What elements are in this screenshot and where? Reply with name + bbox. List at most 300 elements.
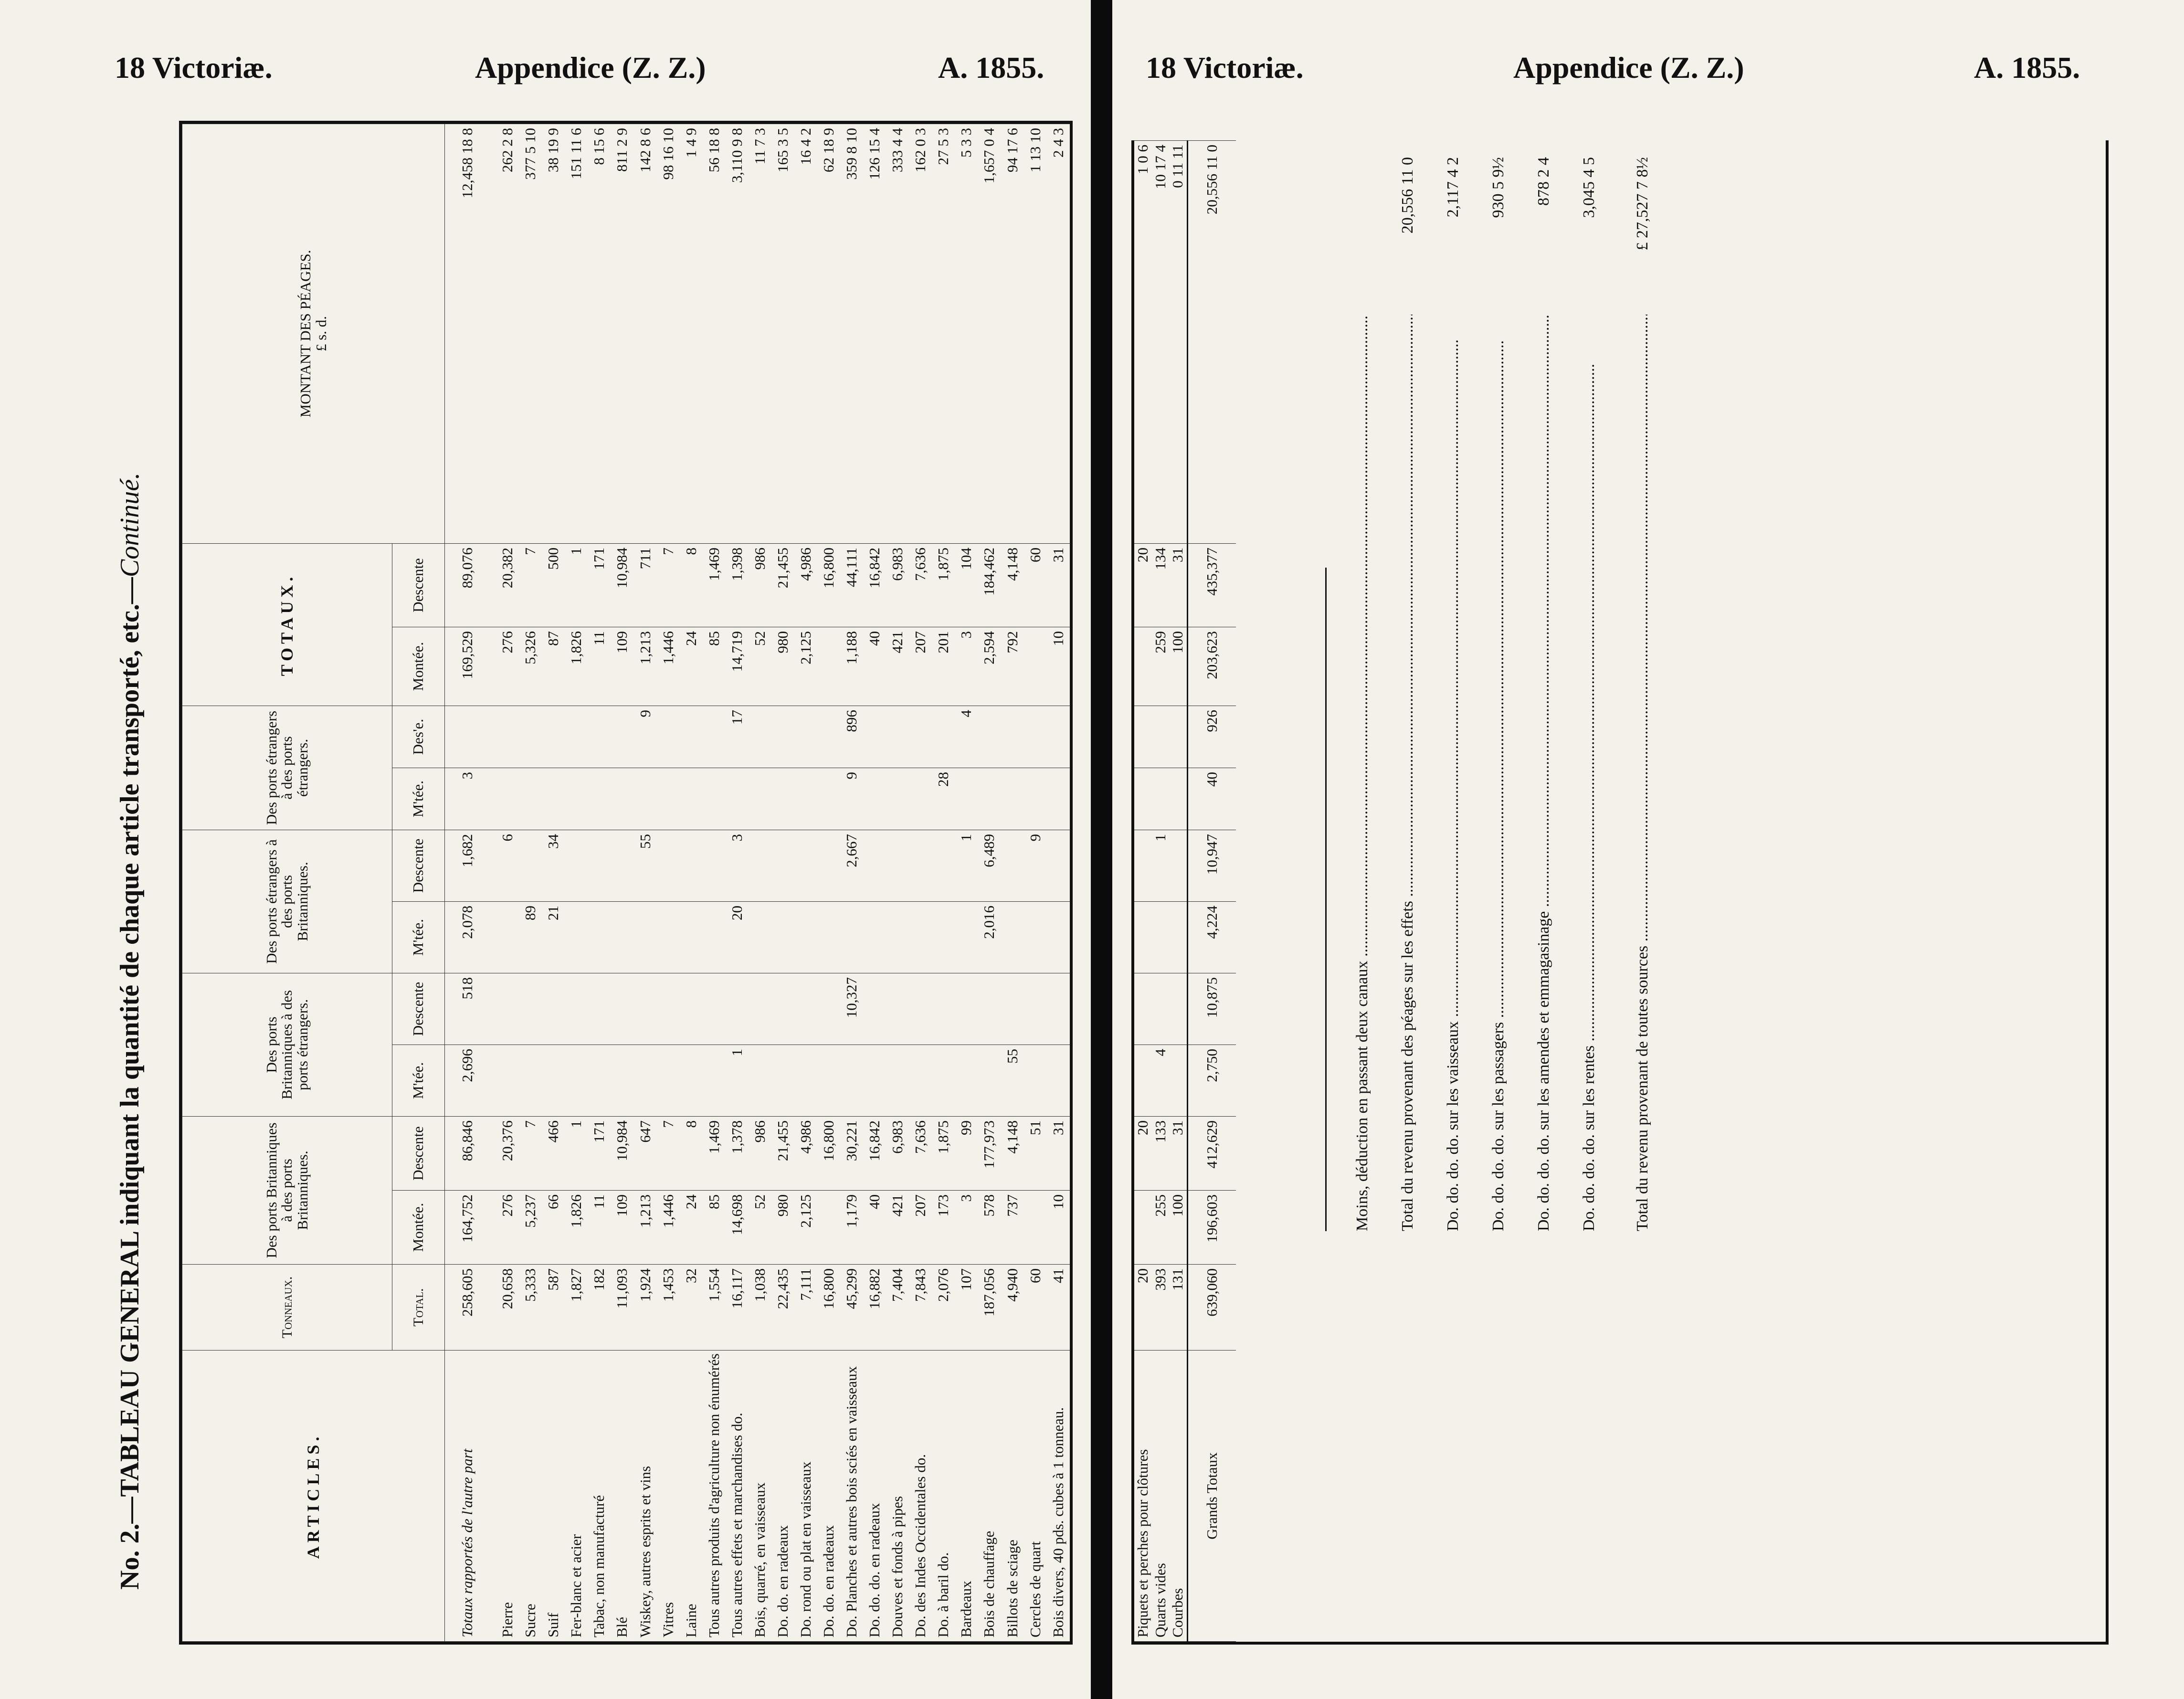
cell-bbd: 4,986	[794, 1116, 817, 1190]
cell-eed	[519, 706, 542, 768]
cell-ebm	[680, 901, 703, 973]
cell-ebd	[1047, 830, 1070, 901]
cell-bem	[1134, 1045, 1152, 1117]
cell-ebd	[771, 830, 794, 901]
cell-eem	[1169, 768, 1187, 830]
cell-eed	[588, 706, 611, 768]
cell-art: Do. do. en radeaux	[817, 1351, 840, 1642]
cell-bbd: 7	[657, 1116, 680, 1190]
cell-bbd: 20	[1134, 1117, 1152, 1191]
grand-total-ebd: 10,947	[1187, 830, 1236, 902]
revenue-line-amount: 2,117 4 2	[1444, 157, 1462, 218]
cell-mp: 12,458 18 8	[445, 124, 496, 544]
cell-total: 20	[1134, 1265, 1152, 1351]
grand-total-bbd: 412,629	[1187, 1117, 1236, 1191]
cell-bed	[565, 973, 588, 1045]
cell-ebm: 2,016	[978, 901, 1001, 973]
cell-bbm: 737	[1001, 1191, 1024, 1265]
cell-eem	[703, 768, 726, 830]
cell-bed	[1047, 973, 1070, 1045]
table-row	[565, 124, 588, 1642]
cell-tm: 40	[863, 627, 886, 706]
cell-total: 16,117	[726, 1265, 749, 1351]
cell-total: 41	[1047, 1265, 1070, 1351]
cell-bbm: 109	[611, 1191, 634, 1265]
cell-mp: 2 4 3	[1047, 124, 1070, 544]
cell-bem	[771, 1045, 794, 1116]
revenue-line-amount: 930 5 9½	[1489, 157, 1507, 218]
cell-eem	[909, 768, 932, 830]
revenue-line	[1385, 157, 1430, 1231]
grand-total-tm: 203,623	[1187, 627, 1236, 706]
cell-eem	[565, 768, 588, 830]
cell-bbm: 1,446	[657, 1191, 680, 1265]
cell-mp: 94 17 6	[1001, 124, 1024, 544]
cell-td: 16,842	[863, 543, 886, 627]
cell-total: 1,924	[634, 1265, 657, 1351]
cell-bem	[703, 1045, 726, 1116]
cell-eed	[1152, 706, 1170, 768]
cell-bem	[863, 1045, 886, 1116]
cell-art: Vitres	[657, 1351, 680, 1642]
cell-art: Do. Planches et autres bois sciés en vaisseaux	[840, 1351, 863, 1642]
cell-mp: 56 18 8	[703, 124, 726, 544]
grand-total-art: Grands Totaux	[1187, 1351, 1236, 1642]
cell-bed	[680, 973, 703, 1045]
grand-total-ebm: 4,224	[1187, 902, 1236, 973]
cell-bed	[611, 973, 634, 1045]
cell-art: Douves et fonds à pipes	[886, 1351, 909, 1642]
table-row	[1047, 124, 1070, 1642]
cell-bbm: 40	[863, 1191, 886, 1265]
cell-bem	[1169, 1045, 1187, 1117]
cell-total: 20,658	[496, 1265, 519, 1351]
table-row	[840, 124, 863, 1642]
cell-bbd: 1	[565, 1116, 588, 1190]
col-head-total: Total.	[392, 1265, 445, 1351]
cell-td: 8	[680, 543, 703, 627]
deduction-label: Moins, déduction en passant deux canaux .....	[1353, 315, 1372, 1231]
grand-total-mp: 20,556 11 0	[1187, 141, 1236, 544]
cell-eed	[680, 706, 703, 768]
cell-td: 171	[588, 543, 611, 627]
cell-ebd	[1001, 830, 1024, 901]
cell-eem	[519, 768, 542, 830]
cell-td: 1,469	[703, 543, 726, 627]
cell-bed	[771, 973, 794, 1045]
cell-bbm: 85	[703, 1191, 726, 1265]
cell-total: 1,453	[657, 1265, 680, 1351]
cell-ebd	[519, 830, 542, 901]
cell-ebd	[657, 830, 680, 901]
table-row	[1134, 141, 1152, 1642]
cell-ebm	[886, 901, 909, 973]
cell-bbd: 20,376	[496, 1116, 519, 1190]
cell-ebd	[932, 830, 955, 901]
cell-bed	[726, 973, 749, 1045]
page-gutter	[1091, 0, 1112, 1699]
cell-ebd: 55	[634, 830, 657, 901]
cell-ebd	[794, 830, 817, 901]
cell-eem	[771, 768, 794, 830]
continuation-frame	[1131, 140, 2109, 1645]
cell-ebd: 6,489	[978, 830, 1001, 901]
revenue-line-amount: 3,045 4 5	[1580, 157, 1598, 218]
cell-mp: 8 15 6	[588, 124, 611, 544]
cell-bem	[932, 1045, 955, 1116]
table-row	[703, 124, 726, 1642]
revenue-line-label: Do. do. do. do. sur les amendes et emmagasinage .....	[1535, 315, 1553, 1231]
cell-bbm: 52	[749, 1191, 771, 1265]
cell-total: 107	[955, 1265, 978, 1351]
cell-total: 7,111	[794, 1265, 817, 1351]
col-head-eb: Des ports étrangers à des ports Britanniques.	[182, 830, 392, 973]
col-head-ee-montee: M'tée.	[392, 768, 445, 830]
cell-art: Pierre	[496, 1351, 519, 1642]
col-head-ee: Des ports étrangers à des ports étrangers.	[182, 706, 392, 830]
cell-art: Quarts vides	[1152, 1351, 1170, 1642]
cell-bem	[542, 1045, 565, 1116]
cell-mp: 1,657 0 4	[978, 124, 1001, 544]
cell-td: 4,986	[794, 543, 817, 627]
cell-art: Wiskey, autres esprits et vins	[634, 1351, 657, 1642]
cell-bed	[794, 973, 817, 1045]
cell-bem: 4	[1152, 1045, 1170, 1117]
cell-bem	[794, 1045, 817, 1116]
cell-ebd	[680, 830, 703, 901]
cell-bem	[565, 1045, 588, 1116]
cell-ebd: 3	[726, 830, 749, 901]
cell-ebd: 9	[1024, 830, 1047, 901]
cell-bbm: 255	[1152, 1191, 1170, 1265]
cell-eem	[749, 768, 771, 830]
cell-td: 104	[955, 543, 978, 627]
cell-bed	[1134, 973, 1152, 1045]
cell-tm: 207	[909, 627, 932, 706]
cell-bbm	[1024, 1191, 1047, 1265]
cell-bbm: 1,826	[565, 1191, 588, 1265]
table-row	[1024, 124, 1047, 1642]
cell-bbm: 164,752	[445, 1191, 496, 1265]
col-head-be-descente: Descente	[392, 973, 445, 1045]
cell-ebm	[840, 901, 863, 973]
cell-art: Blé	[611, 1351, 634, 1642]
continuation-table	[1134, 140, 1236, 1642]
cell-bbd: 16,800	[817, 1116, 840, 1190]
cell-ebm	[794, 901, 817, 973]
col-head-totaux-descente: Descente	[392, 543, 445, 627]
right-running-header	[1117, 50, 2184, 93]
cell-bbm: 1,213	[634, 1191, 657, 1265]
cell-bbd: 1,378	[726, 1116, 749, 1190]
cell-eed	[445, 706, 496, 768]
revenue-line-amount: 20,556 11 0	[1398, 157, 1416, 234]
table-row	[1001, 124, 1024, 1642]
cell-art: Bois de chauffage	[978, 1351, 1001, 1642]
cell-bbm	[1134, 1191, 1152, 1265]
cell-bed	[657, 973, 680, 1045]
cell-bbd: 647	[634, 1116, 657, 1190]
caption-title: No. 2.—TABLEAU GENERAL indiquant la quantité de chaque article transporté, etc.—	[115, 577, 145, 1590]
cell-art: Do. rond ou plat en vaisseaux	[794, 1351, 817, 1642]
cell-bed	[749, 973, 771, 1045]
table-row	[634, 124, 657, 1642]
cell-eem	[542, 768, 565, 830]
cell-bbm: 3	[955, 1191, 978, 1265]
cell-bem	[886, 1045, 909, 1116]
cell-bbm: 1,179	[840, 1191, 863, 1265]
revenue-line	[1430, 157, 1476, 1231]
cell-eed	[1134, 706, 1152, 768]
grand-total-eed: 926	[1187, 706, 1236, 768]
cell-tm: 11	[588, 627, 611, 706]
cell-ebd: 1,682	[445, 830, 496, 901]
cell-bbd: 1,875	[932, 1116, 955, 1190]
cell-total: 187,056	[978, 1265, 1001, 1351]
table-row	[445, 124, 496, 1642]
cell-ebm: 21	[542, 901, 565, 973]
cell-mp: 333 4 4	[886, 124, 909, 544]
cell-bbm: 2,125	[794, 1191, 817, 1265]
cell-bbd: 7	[519, 1116, 542, 1190]
cell-art: Tous autres produits d'agriculture non énumérés	[703, 1351, 726, 1642]
revenue-lines	[1385, 157, 1612, 1231]
revenue-line	[1566, 157, 1612, 1231]
cell-bbd: 16,842	[863, 1116, 886, 1190]
montant-label: MONTANT DES PÉAGES.	[296, 250, 314, 418]
cell-bed	[634, 973, 657, 1045]
cell-ebd	[1169, 830, 1187, 902]
cell-td: 986	[749, 543, 771, 627]
cell-td: 16,800	[817, 543, 840, 627]
revenue-line-label: Do. do. do. do. sur les vaisseaux .....	[1444, 315, 1462, 1231]
col-head-bb-descente: Descente	[392, 1116, 445, 1190]
cell-tm: 85	[703, 627, 726, 706]
cell-bem	[749, 1045, 771, 1116]
cell-eed	[932, 706, 955, 768]
cell-ebd: 2,667	[840, 830, 863, 901]
cell-bbd: 171	[588, 1116, 611, 1190]
cell-art: Bois divers, 40 pds. cubes à 1 tonneau.	[1047, 1351, 1070, 1642]
cell-ebd	[749, 830, 771, 901]
cell-art: Do. do. en radeaux	[771, 1351, 794, 1642]
cell-bbm: 24	[680, 1191, 703, 1265]
cell-bem	[1024, 1045, 1047, 1116]
cell-tm: 5,326	[519, 627, 542, 706]
cell-mp: 1 0 6	[1134, 141, 1152, 544]
cell-art: Courbes	[1169, 1351, 1187, 1642]
cell-bem: 55	[1001, 1045, 1024, 1116]
cell-eed	[565, 706, 588, 768]
cell-eed: 4	[955, 706, 978, 768]
cell-bed: 10,327	[840, 973, 863, 1045]
cell-bed	[817, 973, 840, 1045]
cell-eem	[726, 768, 749, 830]
continuation-body	[1134, 141, 1236, 1642]
cell-tm: 1,188	[840, 627, 863, 706]
cell-ebm	[955, 901, 978, 973]
cell-ebm	[1001, 901, 1024, 973]
cell-bem	[634, 1045, 657, 1116]
grand-total-total: 639,060	[1187, 1265, 1236, 1351]
cell-ebd	[1134, 830, 1152, 902]
cell-ebd	[703, 830, 726, 901]
cell-ebd	[863, 830, 886, 901]
revenue-total-line	[1612, 157, 1674, 1231]
cell-tm: 10	[1047, 627, 1070, 706]
cell-td: 500	[542, 543, 565, 627]
cell-td: 31	[1169, 544, 1187, 627]
cell-ebm	[611, 901, 634, 973]
cell-eed	[863, 706, 886, 768]
cell-tm: 792	[1001, 627, 1024, 706]
cell-total: 2,076	[932, 1265, 955, 1351]
cell-total: 16,800	[817, 1265, 840, 1351]
revenue-summary	[1340, 157, 1674, 1231]
cell-eed	[703, 706, 726, 768]
cell-bed	[542, 973, 565, 1045]
cell-eed	[817, 706, 840, 768]
cell-ebm	[817, 901, 840, 973]
cell-bed	[932, 973, 955, 1045]
cell-td: 21,455	[771, 543, 794, 627]
cell-tm: 421	[886, 627, 909, 706]
cell-mp: 162 0 3	[909, 124, 932, 544]
cell-art: Cercles de quart	[1024, 1351, 1047, 1642]
cell-ebm	[771, 901, 794, 973]
cell-eem	[1047, 768, 1070, 830]
cell-ebm	[565, 901, 588, 973]
cell-total: 32	[680, 1265, 703, 1351]
cell-total: 1,827	[565, 1265, 588, 1351]
cell-tm: 100	[1169, 627, 1187, 706]
cell-art: Do. à baril do.	[932, 1351, 955, 1642]
cell-bed	[496, 973, 519, 1045]
table-row	[932, 124, 955, 1642]
cell-td: 10,984	[611, 543, 634, 627]
cell-art: Do. des Indes Occidentales do.	[909, 1351, 932, 1642]
cell-bbd: 6,983	[886, 1116, 909, 1190]
cell-bed	[978, 973, 1001, 1045]
cell-bbd: 986	[749, 1116, 771, 1190]
cell-tm: 169,529	[445, 627, 496, 706]
cell-ebd: 1	[955, 830, 978, 901]
cell-art: Sucre	[519, 1351, 542, 1642]
cell-bem	[680, 1045, 703, 1116]
cell-mp: 3,110 9 8	[726, 124, 749, 544]
cell-bbm: 14,698	[726, 1191, 749, 1265]
table-row	[817, 124, 840, 1642]
cell-total: 7,404	[886, 1265, 909, 1351]
col-head-totaux: TOTAUX.	[182, 543, 392, 706]
col-head-totaux-montee: Montée.	[392, 627, 445, 706]
cell-mp: 38 19 9	[542, 124, 565, 544]
main-table-body	[445, 124, 1070, 1642]
table-row	[542, 124, 565, 1642]
cell-tm	[817, 627, 840, 706]
cell-bbd: 133	[1152, 1117, 1170, 1191]
col-head-bb: Des ports Britanniques à des ports Britanniques.	[182, 1116, 392, 1264]
revenue-line-amount: 878 2 4	[1534, 157, 1552, 206]
cell-total: 393	[1152, 1265, 1170, 1351]
cell-bem	[657, 1045, 680, 1116]
cell-bem	[496, 1045, 519, 1116]
grand-total-td: 435,377	[1187, 544, 1236, 627]
cell-eed	[496, 706, 519, 768]
left-header-session: 18 Victoriæ.	[115, 51, 273, 84]
cell-tm: 2,594	[978, 627, 1001, 706]
table-row	[1169, 141, 1187, 1642]
table-row	[909, 124, 932, 1642]
cell-td: 4,148	[1001, 543, 1024, 627]
table-row	[726, 124, 749, 1642]
cell-ebm	[588, 901, 611, 973]
main-table	[182, 124, 1070, 1642]
cell-ebm	[932, 901, 955, 973]
cell-art: Suif	[542, 1351, 565, 1642]
cell-ebm: 20	[726, 901, 749, 973]
cell-tm: 980	[771, 627, 794, 706]
cell-td: 20	[1134, 544, 1152, 627]
table-row	[680, 124, 703, 1642]
cell-td: 44,111	[840, 543, 863, 627]
cell-eem	[1134, 768, 1152, 830]
cell-mp: 10 17 4	[1152, 141, 1170, 544]
cell-eem	[496, 768, 519, 830]
cell-eem: 28	[932, 768, 955, 830]
cell-eem	[588, 768, 611, 830]
cell-eed	[794, 706, 817, 768]
cell-tm: 3	[955, 627, 978, 706]
cell-mp: 151 11 6	[565, 124, 588, 544]
cell-bed	[703, 973, 726, 1045]
cell-bbm: 173	[932, 1191, 955, 1265]
revenue-total-amount: £ 27,527 7 8½	[1634, 157, 1651, 251]
cell-bbm: 10	[1047, 1191, 1070, 1265]
caption-continued: Continué.	[115, 472, 145, 578]
cell-eem	[955, 768, 978, 830]
cell-total: 16,882	[863, 1265, 886, 1351]
cell-bbd: 99	[955, 1116, 978, 1190]
cell-bed	[909, 973, 932, 1045]
deduction-line	[1340, 157, 1385, 1231]
cell-ebm	[863, 901, 886, 973]
cell-td: 1,398	[726, 543, 749, 627]
cell-ebd	[817, 830, 840, 901]
cell-eem: 9	[840, 768, 863, 830]
cell-bbd: 86,846	[445, 1116, 496, 1190]
cell-bem	[978, 1045, 1001, 1116]
cell-eed	[771, 706, 794, 768]
table-row	[771, 124, 794, 1642]
cell-eed: 9	[634, 706, 657, 768]
cell-eed	[978, 706, 1001, 768]
col-head-eb-descente: Descente	[392, 830, 445, 901]
cell-total: 7,843	[909, 1265, 932, 1351]
cell-art: Bois, quarré, en vaisseaux	[749, 1351, 771, 1642]
cell-art: Fer-blanc et acier	[565, 1351, 588, 1642]
cell-mp: 165 3 5	[771, 124, 794, 544]
cell-bbd: 7,636	[909, 1116, 932, 1190]
cell-eed	[542, 706, 565, 768]
grand-total-bbm: 196,603	[1187, 1191, 1236, 1265]
cell-eem	[794, 768, 817, 830]
cell-td: 20,382	[496, 543, 519, 627]
cell-art: Do. do. do. en radeaux	[863, 1351, 886, 1642]
cell-tm: 1,826	[565, 627, 588, 706]
revenue-line	[1521, 157, 1566, 1231]
cell-eed	[1024, 706, 1047, 768]
